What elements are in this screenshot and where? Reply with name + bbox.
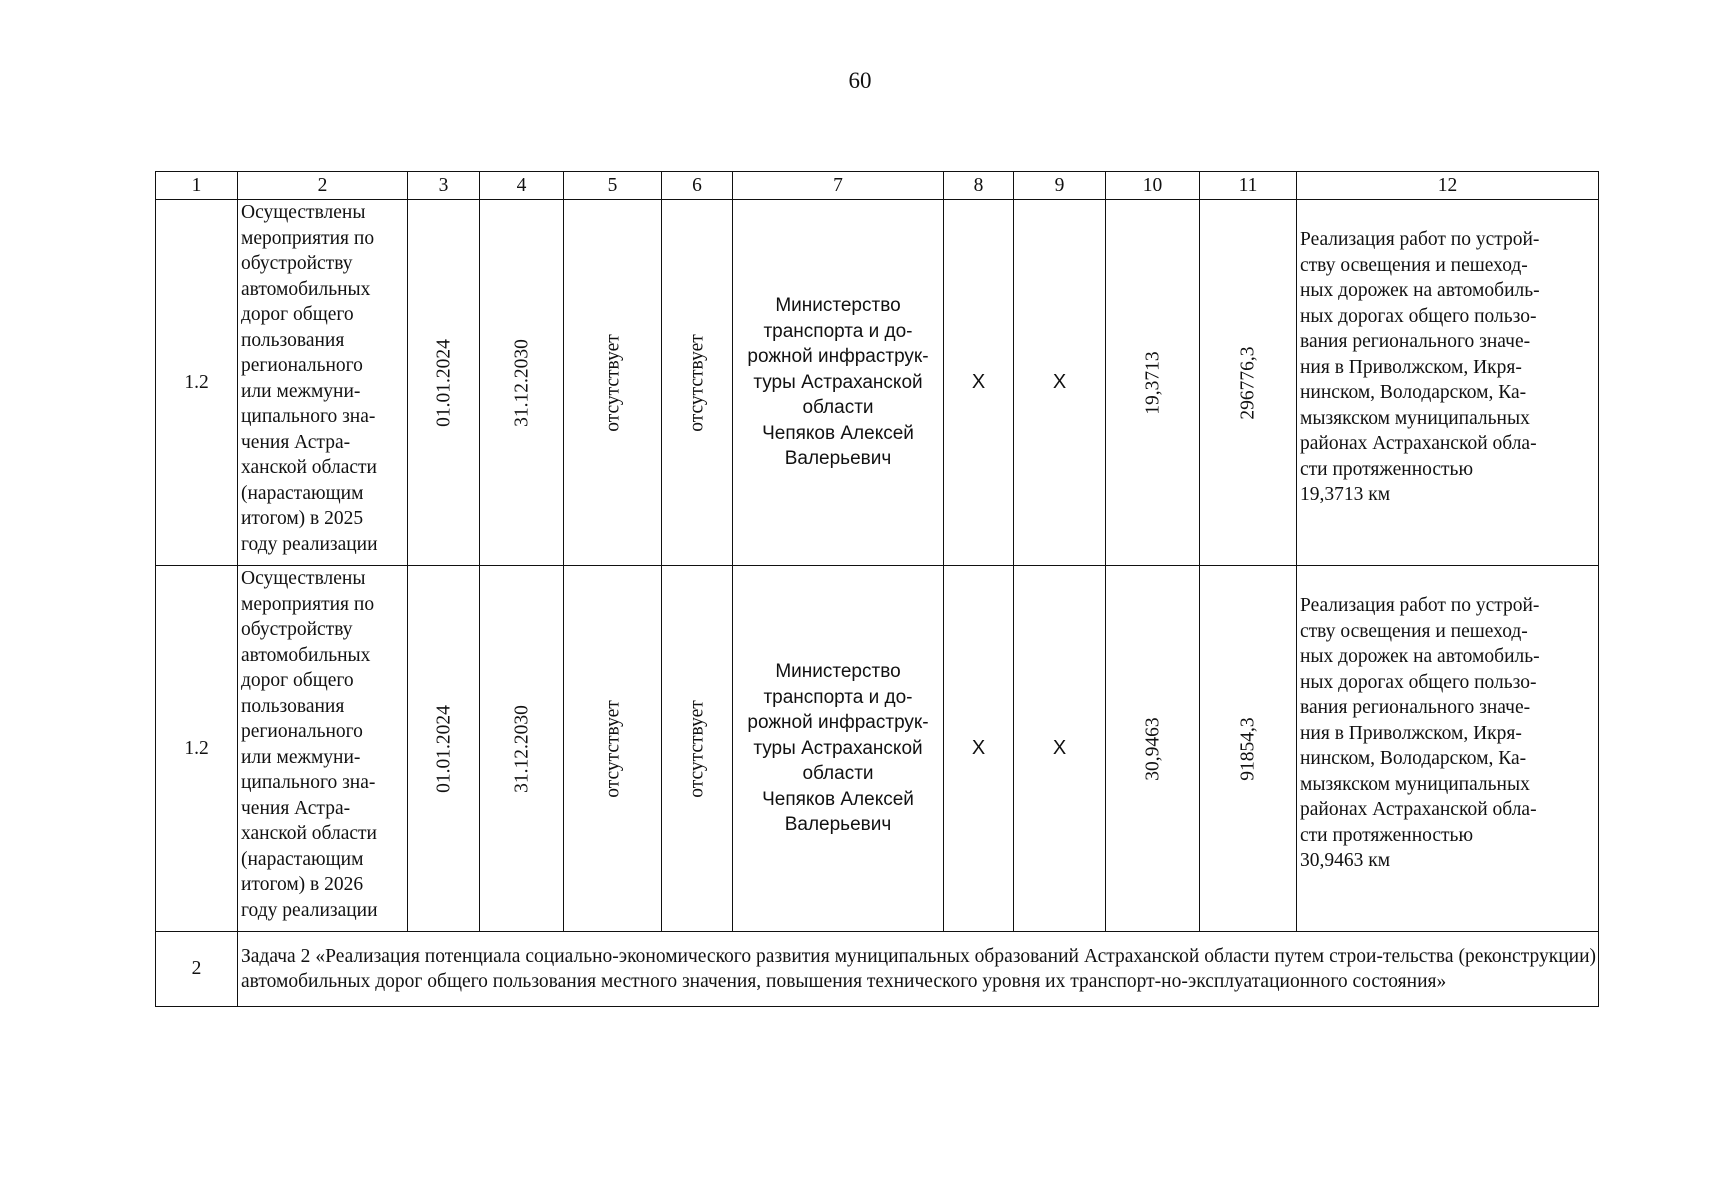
header-cell: 5	[564, 172, 662, 200]
col8-value: X	[944, 566, 1014, 932]
expected-result: Реализация работ по устрой- ству освещения и пешеход- ных дорожек на автомобиль- ных дорогах общего пользо- вания регионального значе- ния в Приволжском, Икря- нинском, Володарском, Ка- мызякском муниципальных районах Астраханской обла- сти протяженностью 19,3713 км	[1300, 229, 1540, 506]
task-row	[156, 932, 1599, 1007]
col10-value: 30,9463	[1141, 716, 1163, 781]
result-cell	[1297, 566, 1599, 932]
task-description: Задача 2 «Реализация потенциала социально-экономического развития муниципальных образований Астраханской области путем строи-тельства (реконструкции) автомобильных дорог общего пользования местного значения, повышения технического уровня их транспорт-но-эксплуатационного состояния»	[238, 932, 1599, 1007]
col11-value: 91854,3	[1237, 716, 1259, 781]
page-number: 60	[848, 68, 872, 93]
measure-name: Осуществлены мероприятия по обустройству автомобильных дорог общего пользования регионального или межмуни- ципального зна- чения Астра- ханской области (нарастающим итогом) в 2026 году реализации	[241, 568, 378, 921]
header-cell: 8	[944, 172, 1014, 200]
start-date: 01.01.2024	[432, 338, 454, 427]
col10-cell	[1106, 200, 1200, 566]
row-number: 1.2	[156, 566, 238, 932]
end-date-cell	[480, 200, 564, 566]
program-table	[155, 171, 1599, 1007]
task-number: 2	[156, 932, 238, 1007]
header-cell: 6	[662, 172, 733, 200]
expected-result: Реализация работ по устрой- ству освещения и пешеход- ных дорожек на автомобиль- ных дорогах общего пользо- вания регионального значе- ния в Приволжском, Икря- нинском, Володарском, Ка- мызякском муниципальных районах Астраханской обла- сти протяженностью 30,9463 км	[1300, 595, 1540, 872]
header-cell: 9	[1014, 172, 1106, 200]
table-row	[156, 200, 1599, 566]
header-cell: 3	[408, 172, 480, 200]
col9-value: X	[1014, 566, 1106, 932]
responsible-executor: Министерство транспорта и до- рожной инфраструк- туры Астраханской области Чепяков Алексей Валерьевич	[733, 200, 944, 566]
header-cell: 4	[480, 172, 564, 200]
responsible-executor: Министерство транспорта и до- рожной инфраструк- туры Астраханской области Чепяков Алексей Валерьевич	[733, 566, 944, 932]
col5-value: отсутствует	[601, 699, 623, 798]
col5-cell	[564, 200, 662, 566]
start-date: 01.01.2024	[432, 704, 454, 793]
row-number: 1.2	[156, 200, 238, 566]
table-row	[156, 566, 1599, 932]
end-date-cell	[480, 566, 564, 932]
col11-value: 296776,3	[1237, 345, 1259, 420]
col6-value: отсутствует	[686, 333, 708, 432]
measure-name: Осуществлены мероприятия по обустройству автомобильных дорог общего пользования регионального или межмуни- ципального зна- чения Астра- ханской области (нарастающим итогом) в 2025 году реализации	[241, 202, 378, 555]
col5-cell	[564, 566, 662, 932]
result-cell	[1297, 200, 1599, 566]
header-cell: 7	[733, 172, 944, 200]
col11-cell	[1200, 200, 1297, 566]
header-cell: 12	[1297, 172, 1599, 200]
col5-value: отсутствует	[601, 333, 623, 432]
header-cell: 1	[156, 172, 238, 200]
col11-cell	[1200, 566, 1297, 932]
header-cell: 10	[1106, 172, 1200, 200]
end-date: 31.12.2030	[510, 704, 532, 793]
measure-name-cell	[238, 566, 408, 932]
col10-cell	[1106, 566, 1200, 932]
header-cell: 11	[1200, 172, 1297, 200]
col6-value: отсутствует	[686, 699, 708, 798]
col6-cell	[662, 200, 733, 566]
header-cell: 2	[238, 172, 408, 200]
start-date-cell	[408, 200, 480, 566]
end-date: 31.12.2030	[510, 338, 532, 427]
measure-name-cell	[238, 200, 408, 566]
start-date-cell	[408, 566, 480, 932]
col9-value: X	[1014, 200, 1106, 566]
col8-value: X	[944, 200, 1014, 566]
col10-value: 19,3713	[1141, 350, 1163, 415]
header-row	[156, 172, 1599, 200]
col6-cell	[662, 566, 733, 932]
